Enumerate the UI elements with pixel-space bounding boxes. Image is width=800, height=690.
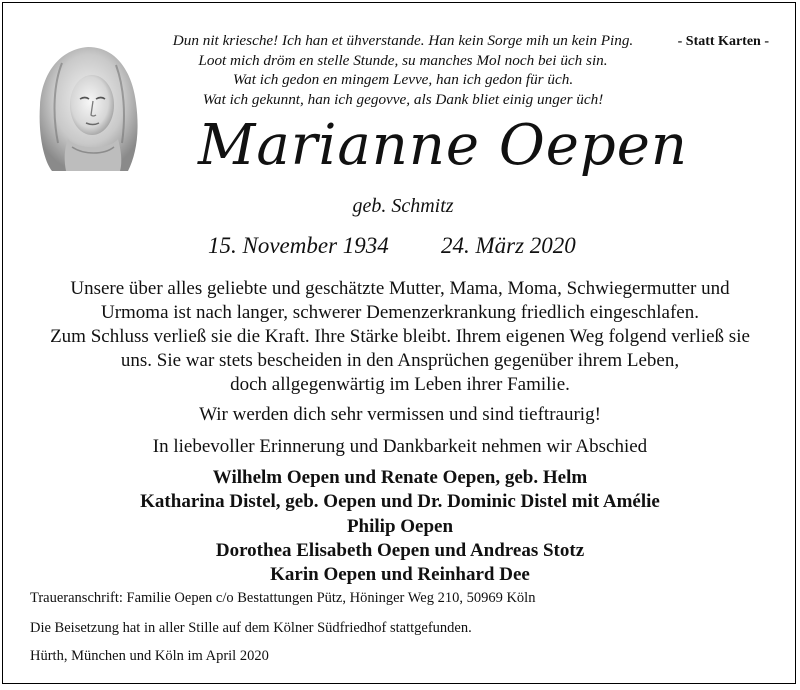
mourner-entry: Dorothea Elisabeth Oepen und Andreas Stotz <box>215 539 585 561</box>
mourner-entry: Wilhelm Oepen und Renate Oepen, geb. Helm <box>212 467 588 488</box>
death-date: 24. März 2020 <box>441 233 576 258</box>
tribute-line: Zum Schluss verließ sie die Kraft. Ihre Stärke bleibt. Ihrem eigenen Weg folgend verließ sie <box>50 326 750 347</box>
verse-line: Wat ich gedon en mingem Levve, han ich gedon für üch. <box>232 71 574 88</box>
mourning-address: Traueranschrift: Familie Oepen c/o Bestattungen Pütz, Höninger Weg 210, 50969 Köln <box>30 590 536 606</box>
poem-verse <box>153 31 653 109</box>
tribute-line: Urmoma ist nach langer, schwerer Demenzerkrankung friedlich eingeschlafen. <box>100 302 699 323</box>
tribute-paragraph <box>23 277 777 397</box>
verse-line: Wat ich gekunnt, han ich gegovve, als Dank bliet einig unger üch! <box>202 90 604 108</box>
maiden-name: geb. Schmitz <box>352 195 454 217</box>
madonna-portrait-image <box>32 43 144 173</box>
place-and-date: Hürth, München und Köln im April 2020 <box>30 648 269 664</box>
farewell-sentence: In liebevoller Erinnerung und Dankbarkeit nehmen wir Abschied <box>152 436 648 457</box>
tribute-line: doch allgegenwärtig im Leben ihrer Familie. <box>230 374 570 395</box>
verse-line: Dun nit kriesche! Ich han et ühverstande. Han kein Sorge mih un kein Ping. <box>172 32 634 49</box>
burial-note: Die Beisetzung hat in aller Stille auf dem Kölner Südfriedhof stattgefunden. <box>30 620 472 636</box>
deceased-name: Marianne Oepen <box>198 113 688 178</box>
mourners-list <box>23 466 777 587</box>
tribute-line: uns. Sie war stets bescheiden in den Ansprüchen gegenüber ihrem Leben, <box>120 350 680 371</box>
tribute-line: Unsere über alles geliebte und geschätzte Mutter, Mama, Moma, Schwiegermutter und <box>70 278 730 299</box>
mourner-entry: Karin Oepen und Reinhard Dee <box>270 564 530 586</box>
birth-date: 15. November 1934 <box>208 233 389 258</box>
mourner-entry: Philip Oepen <box>346 515 454 537</box>
notice-type-label: - Statt Karten - <box>677 34 769 49</box>
verse-line: Loot mich dröm en stelle Stunde, su manches Mol noch bei üch sin. <box>198 51 608 69</box>
mourner-entry: Katharina Distel, geb. Oepen und Dr. Dominic Distel mit Amélie <box>140 491 660 513</box>
obituary-notice <box>2 2 796 684</box>
miss-sentence: Wir werden dich sehr vermissen und sind tieftraurig! <box>199 404 601 425</box>
